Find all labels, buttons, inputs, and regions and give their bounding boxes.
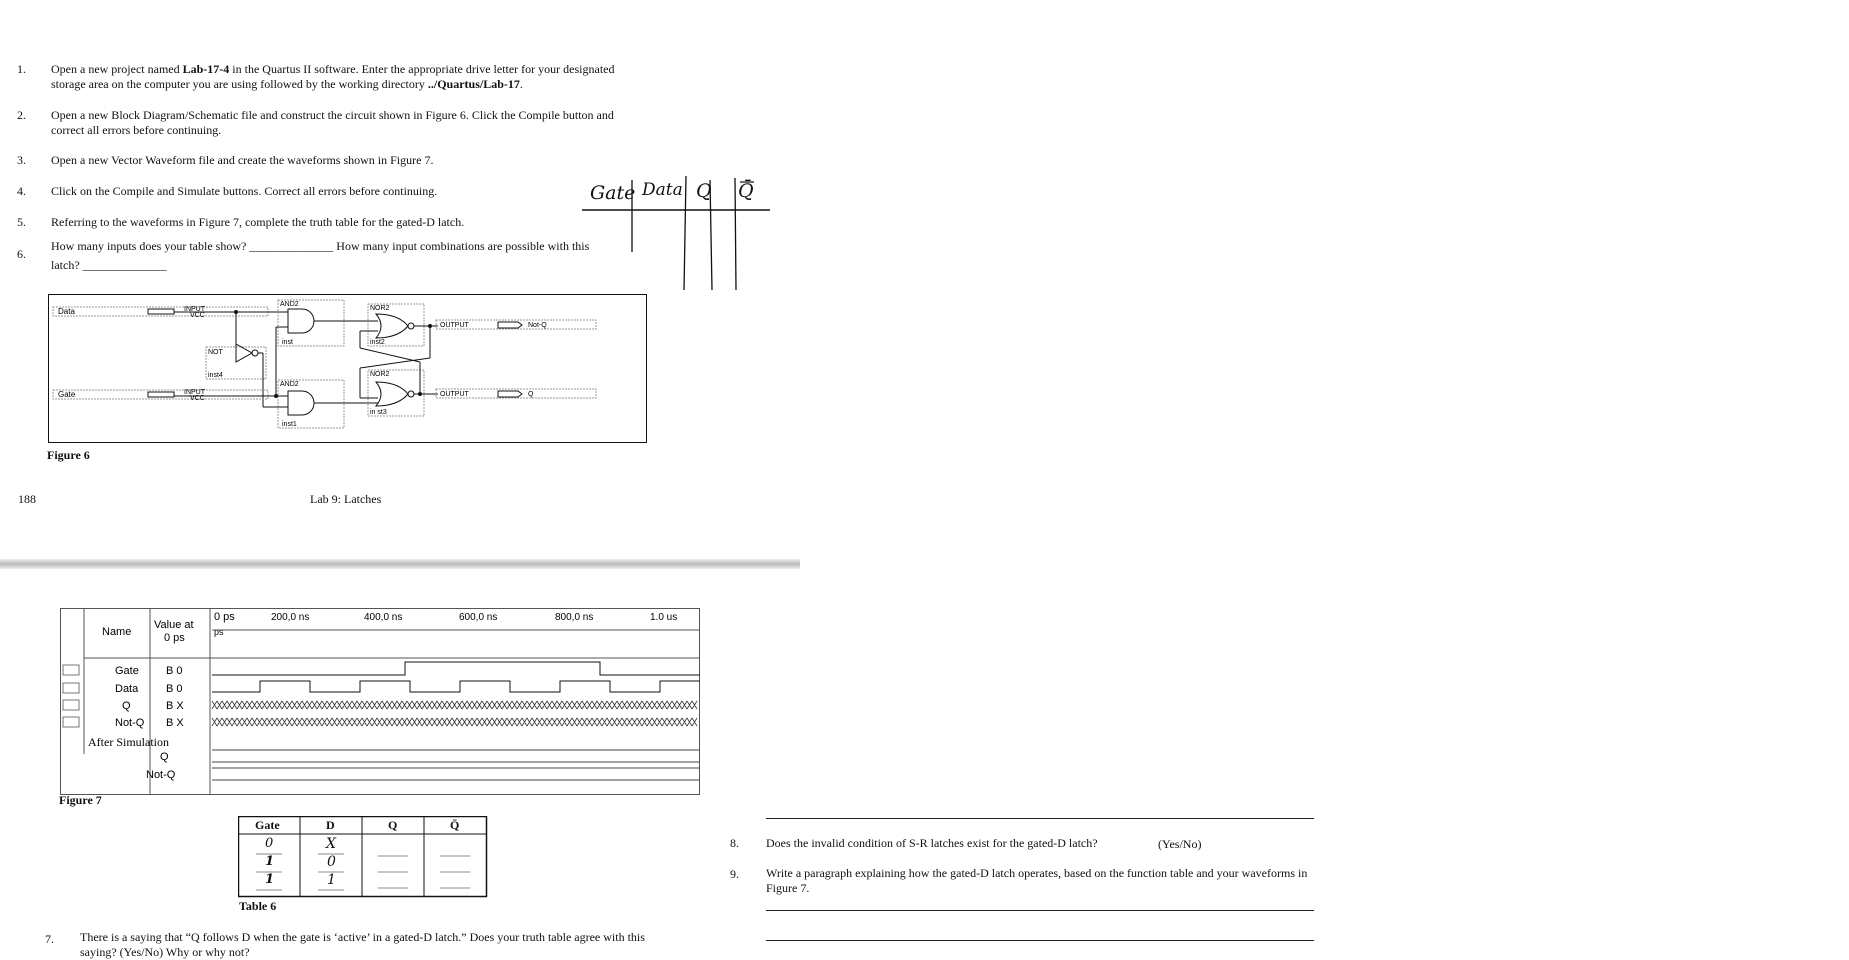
t6-head-d: D <box>326 818 335 832</box>
time-ticks <box>271 612 677 623</box>
gate-label: Gate <box>58 390 76 399</box>
figure6-caption: Figure 6 <box>47 448 90 462</box>
signal-value: B X <box>166 700 184 712</box>
item-number: 5. <box>17 215 26 229</box>
item-number: 1. <box>17 62 26 76</box>
after-sim-label: After Simulation <box>88 735 169 749</box>
output-label-bot: OUTPUT <box>440 391 469 398</box>
item-text-line: Open a new Block Diagram/Schematic file and construct the circuit shown in Figure 6. Click the Compile button and <box>51 108 614 122</box>
q7-line2: saying? (Yes/No) Why or why not? <box>80 945 250 959</box>
q7-number: 7. <box>45 932 54 946</box>
nor-top-label: NOR2 <box>370 305 390 312</box>
signal-value: B 0 <box>166 683 183 695</box>
signal-value: B X <box>166 717 184 729</box>
t6-gate-1: 1 <box>265 854 275 869</box>
item-number: 2. <box>17 108 26 122</box>
q7-line1: There is a saying that “Q follows D when the gate is ‘active’ in a gated-D latch.” Does your truth table agree with this <box>80 930 645 944</box>
t6-head-gate: Gate <box>255 818 280 832</box>
waveform-drawing <box>60 608 700 796</box>
input-label-top: INPUT <box>184 306 205 313</box>
page-number: 188 <box>18 492 36 506</box>
answer-line-bottom <box>766 940 1314 941</box>
and-bot-label: AND2 <box>280 381 299 388</box>
table6-caption: Table 6 <box>239 899 277 913</box>
q9-line1: Write a paragraph explaining how the gated-D latch operates, based on the function table and your waveforms in <box>766 866 1308 880</box>
after-signal-name: Q <box>160 751 169 763</box>
wave-time-start2: ps <box>214 627 224 637</box>
t6-d-1: 0 <box>327 854 336 870</box>
signal-type-icon <box>63 665 79 675</box>
figure7-waveform <box>60 608 700 796</box>
item-text-line: Open a new project named Lab-17-4 in the Quartus II software. Enter the appropriate drive letter for your designated <box>51 62 615 76</box>
page-footer: Lab 9: Latches <box>310 492 382 506</box>
q8-text: Does the invalid condition of S-R latches exist for the gated-D latch? <box>766 836 1098 850</box>
not-inst: inst4 <box>208 372 223 379</box>
item-text-line: Click on the Compile and Simulate buttons. Correct all errors before continuing. <box>51 184 438 198</box>
handwritten-table <box>580 172 780 292</box>
answer-line-mid <box>766 910 1314 911</box>
nor-bot-label: NOR2 <box>370 371 390 378</box>
hw-data: Data <box>642 180 683 200</box>
time-tick-label: 200,0 ns <box>271 612 310 623</box>
item-number: 4. <box>17 184 26 198</box>
gate-waveform <box>212 662 700 675</box>
vcc-label-bot: VCC <box>190 395 205 402</box>
data-waveform <box>212 681 700 692</box>
item-text-line: How many inputs does your table show? ______________ How many input combinations are possible with this <box>51 239 590 253</box>
wave-time-start: 0 ps <box>214 611 235 623</box>
nor-bot-inst: in st3 <box>370 409 387 416</box>
page-separator <box>0 559 800 569</box>
t6-d-2: 1 <box>327 872 336 888</box>
time-tick-label: 1.0 us <box>650 612 678 623</box>
item-text-line: latch? ______________ <box>51 258 167 272</box>
hw-gate: Gate <box>590 182 636 204</box>
vcc-label-top: VCC <box>190 312 205 319</box>
out-top: Not-Q <box>528 322 547 329</box>
wave-header-value2: 0 ps <box>164 632 185 644</box>
output-label-top: OUTPUT <box>440 322 469 329</box>
t6-head-qbar: Q̄ <box>450 818 460 832</box>
item-text-line: Referring to the waveforms in Figure 7, complete the truth table for the gated-D latch. <box>51 215 465 229</box>
wave-header-name: Name <box>102 626 132 638</box>
signal-name: Not-Q <box>115 717 145 729</box>
input-label-bot: INPUT <box>184 389 205 396</box>
t6-head-q: Q <box>388 818 398 832</box>
and-top-label: AND2 <box>280 301 299 308</box>
out-bot: Q <box>528 391 534 398</box>
signal-value: B 0 <box>166 665 183 677</box>
item-number: 3. <box>17 153 26 167</box>
nor-top-inst: inst2 <box>370 339 385 346</box>
hw-q: Q <box>696 180 712 202</box>
signal-name: Data <box>115 683 139 695</box>
q-unknown-waveform <box>212 701 697 709</box>
answer-line-top <box>766 818 1314 819</box>
item-text-line: Open a new Vector Waveform file and create the waveforms shown in Figure 7. <box>51 153 434 167</box>
signal-name: Q <box>122 700 131 712</box>
signal-type-icon <box>63 683 79 693</box>
signal-type-icon <box>63 717 79 727</box>
signal-type-icon <box>63 700 79 710</box>
item-text-line: correct all errors before continuing. <box>51 123 222 137</box>
after-signal-name: Not-Q <box>146 769 176 781</box>
figure6-schematic <box>48 294 648 444</box>
figure7-caption: Figure 7 <box>59 793 102 807</box>
t6-d-0: X <box>326 836 336 852</box>
wave-header-value: Value at <box>154 619 194 631</box>
time-tick-label: 400,0 ns <box>364 612 403 623</box>
notq-unknown-waveform <box>212 718 697 726</box>
signal-name: Gate <box>115 665 139 677</box>
signal-rows <box>63 662 700 781</box>
t6-gate-2: 1 <box>265 872 275 887</box>
hw-qbar: Q̄ <box>738 180 754 202</box>
table6 <box>238 816 488 898</box>
not-label: NOT <box>208 349 223 356</box>
q8-answer: (Yes/No) <box>1158 837 1202 851</box>
q9-number: 9. <box>730 867 739 881</box>
time-tick-label: 800,0 ns <box>555 612 594 623</box>
and-top-inst: inst <box>282 339 293 346</box>
schematic-drawing <box>48 294 648 444</box>
item-text-line: storage area on the computer you are using followed by the working directory ../Quartus/Lab-17. <box>51 77 523 91</box>
item-number: 6. <box>17 247 26 261</box>
q9-line2: Figure 7. <box>766 881 810 895</box>
and-bot-inst: inst1 <box>282 421 297 428</box>
q8-number: 8. <box>730 836 739 850</box>
data-label: Data <box>58 307 75 316</box>
time-tick-label: 600,0 ns <box>459 612 498 623</box>
t6-gate-0: 0 <box>265 836 274 851</box>
